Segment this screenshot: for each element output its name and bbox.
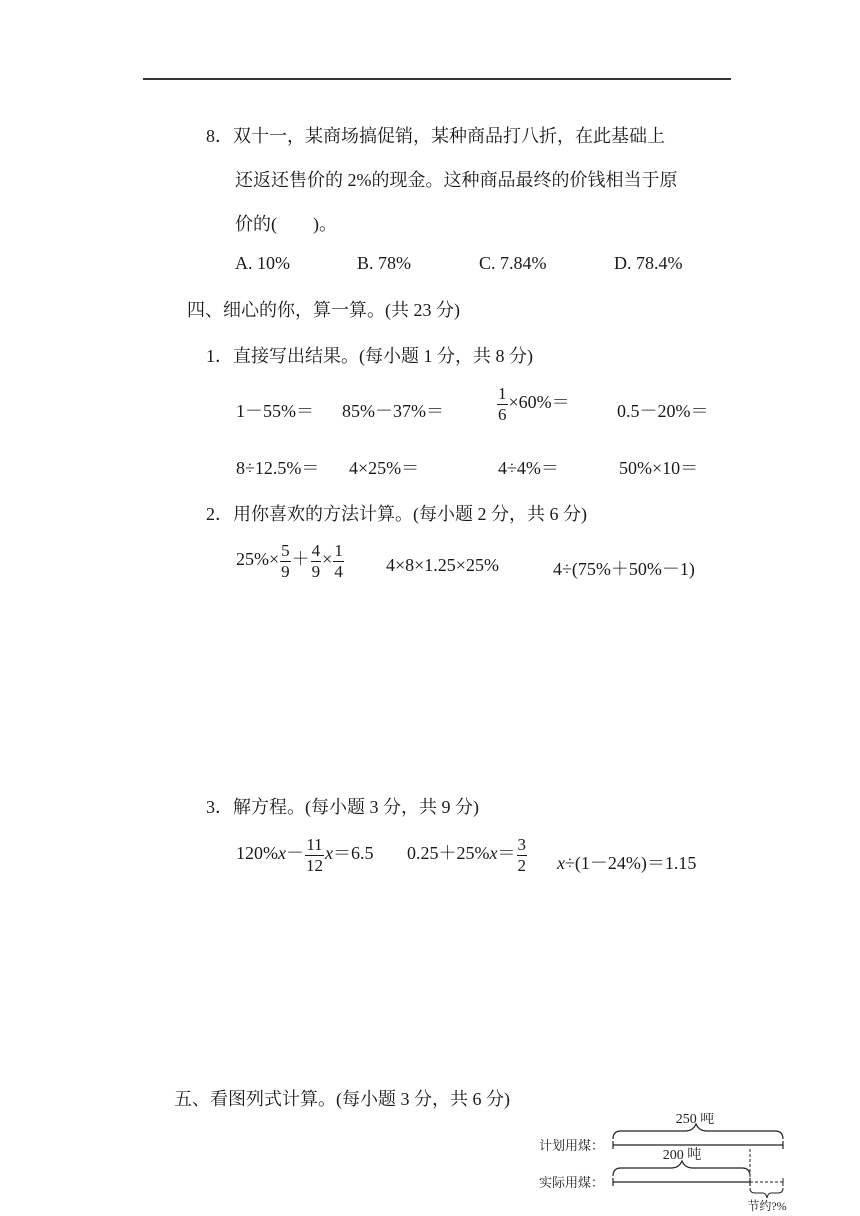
- question-8-line-1: 8．双十一，某商场搞促销，某种商品打八折，在此基础上: [206, 126, 665, 146]
- calc-1-2: 85%－37%＝: [342, 401, 444, 421]
- plan-label: 计划用煤：: [539, 1138, 605, 1153]
- fraction: $\frac{3}{2}$: [517, 835, 526, 875]
- actual-value: 200 吨: [662, 1148, 702, 1163]
- calc-1-6: 4×25%＝: [349, 458, 420, 478]
- calc-1-3: $\frac{1}{6}$ ×60%＝: [498, 384, 570, 424]
- calc-1-4: 0.5－20%＝: [617, 401, 709, 421]
- part-2-title: 2．用你喜欢的方法计算。(每小题 2 分，共 6 分): [206, 504, 587, 524]
- fraction: $\frac{1}{6}$: [498, 384, 507, 424]
- equation-3: x÷(1－24%)＝1.15: [557, 853, 697, 873]
- fraction: $\frac{11}{12}$: [306, 835, 323, 875]
- section-5-heading: 五、看图列式计算。(每小题 3 分，共 6 分): [174, 1089, 510, 1109]
- actual-label: 实际用煤：: [539, 1175, 605, 1190]
- option-c[interactable]: C. 7.84%: [479, 253, 547, 273]
- calc-1-7: 4÷4%＝: [498, 458, 559, 478]
- equation-1: 120%x－ $\frac{11}{12}$ x＝6.5: [236, 835, 374, 875]
- fraction: $\frac{5}{9}$: [281, 541, 290, 581]
- calc-1-8: 50%×10＝: [619, 458, 699, 478]
- header-rule: [143, 78, 731, 80]
- calc-1-5: 8÷12.5%＝: [236, 458, 320, 478]
- calc-2-3: 4÷(75%＋50%－1): [553, 559, 695, 579]
- equation-2: 0.25＋25%x＝ $\frac{3}{2}$: [407, 835, 526, 875]
- question-8-line-2: 还返还售价的 2%的现金。这种商品最终的价钱相当于原: [235, 170, 678, 190]
- calc-1-1: 1－55%＝: [236, 401, 314, 421]
- plan-value: 250 吨: [675, 1113, 715, 1127]
- option-a[interactable]: A. 10%: [235, 253, 290, 273]
- question-8-line-3: 价的( )。: [235, 214, 337, 234]
- part-1-title: 1．直接写出结果。(每小题 1 分，共 8 分): [206, 346, 533, 366]
- saved-label: 节约?%: [747, 1199, 787, 1213]
- coal-usage-diagram: [535, 1113, 795, 1213]
- fraction: $\frac{1}{4}$: [334, 541, 343, 581]
- part-3-title: 3．解方程。(每小题 3 分，共 9 分): [206, 797, 479, 817]
- actual-brace: [613, 1161, 750, 1176]
- calc-2-2: 4×8×1.25×25%: [386, 555, 499, 575]
- question-8: [206, 114, 746, 246]
- saved-brace: [750, 1188, 783, 1198]
- option-b[interactable]: B. 78%: [357, 253, 411, 273]
- calc-2-1: 25%× $\frac{5}{9}$ ＋ $\frac{4}{9}$ × $\frac{1}{4}$: [236, 541, 343, 581]
- section-4-heading: 四、细心的你，算一算。(共 23 分): [187, 300, 460, 320]
- option-d[interactable]: D. 78.4%: [614, 253, 683, 273]
- fraction: $\frac{4}{9}$: [311, 541, 321, 581]
